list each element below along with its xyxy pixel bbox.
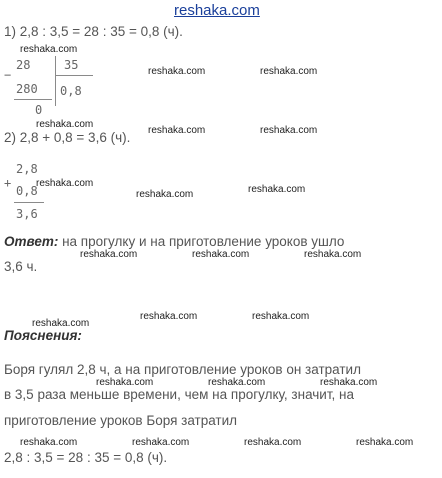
division-divisor-underline (55, 75, 93, 76)
division-divisor: 35 (64, 58, 79, 72)
watermark: reshaka.com (248, 184, 306, 195)
watermark: reshaka.com (132, 437, 190, 448)
division-quotient: 0,8 (60, 84, 82, 98)
site-link[interactable]: reshaka.com (174, 2, 260, 19)
watermark: reshaka.com (20, 437, 78, 448)
watermark: reshaka.com (356, 437, 414, 448)
division-subtrahend: 280 (16, 82, 38, 96)
step2-expression: 2) 2,8 + 0,8 = 3,6 (ч). (4, 130, 131, 145)
explanation-label: Пояснения: (4, 328, 82, 343)
division-dividend: 28 (16, 58, 31, 72)
watermark: reshaka.com (36, 178, 94, 189)
explanation-line4: 2,8 : 3,5 = 28 : 35 = 0,8 (ч). (4, 450, 168, 465)
addition-term1: 2,8 (16, 162, 38, 176)
watermark: reshaka.com (252, 311, 310, 322)
watermark: reshaka.com (36, 119, 94, 130)
watermark: reshaka.com (208, 377, 266, 388)
watermark: reshaka.com (192, 249, 250, 260)
watermark: reshaka.com (80, 249, 138, 260)
answer-text-line1: на прогулку и на приготовление уроков ушло (58, 234, 345, 249)
addition-plus-sign: + (4, 176, 12, 190)
division-underline (14, 99, 52, 100)
watermark: reshaka.com (320, 377, 378, 388)
explanation-line3: приготовление уроков Боря затратил (4, 413, 238, 428)
division-vertical-bar (55, 56, 56, 106)
explanation-line1: Боря гулял 2,8 ч, а на приготовление уроков он затратил (4, 362, 361, 377)
division-remainder: 0 (35, 103, 43, 117)
watermark: reshaka.com (148, 125, 206, 136)
watermark: reshaka.com (260, 66, 318, 77)
answer-line1 (4, 234, 344, 249)
step1-expression: 1) 2,8 : 3,5 = 28 : 35 = 0,8 (ч). (4, 24, 183, 39)
answer-text-line2: 3,6 ч. (4, 259, 38, 274)
watermark: reshaka.com (96, 377, 154, 388)
addition-term2: 0,8 (16, 184, 38, 198)
watermark: reshaka.com (32, 318, 90, 329)
explanation-line2: в 3,5 раза меньше времени, чем на прогулку, значит, на (4, 387, 355, 402)
answer-label: Ответ: (4, 234, 59, 249)
division-minus-sign: − (4, 68, 12, 82)
watermark: reshaka.com (136, 189, 194, 200)
watermark: reshaka.com (304, 249, 362, 260)
addition-underline (14, 202, 44, 203)
watermark: reshaka.com (140, 311, 198, 322)
watermark: reshaka.com (260, 125, 318, 136)
addition-sum: 3,6 (16, 207, 38, 221)
watermark: reshaka.com (148, 66, 206, 77)
watermark: reshaka.com (244, 437, 302, 448)
watermark: reshaka.com (20, 44, 78, 55)
